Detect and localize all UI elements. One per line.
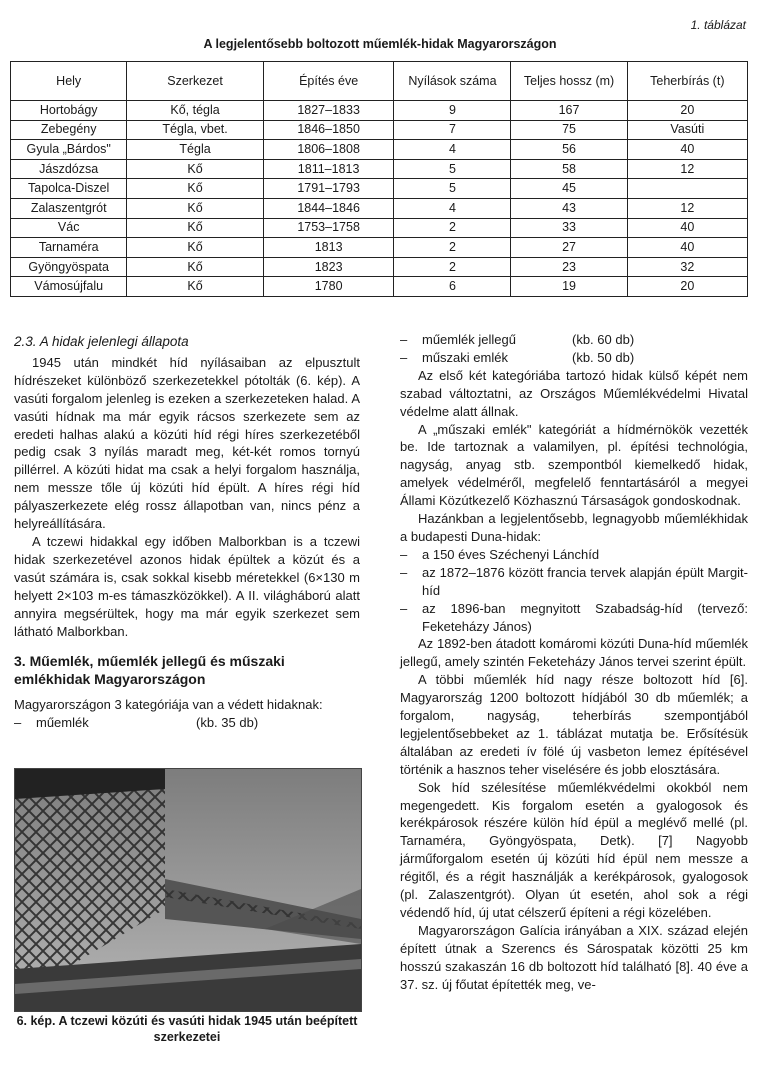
table-cell: Kő: [127, 198, 263, 218]
list-item: [400, 600, 748, 636]
left-column: [14, 333, 360, 732]
list-item-text: a 150 éves Széchenyi Lánchíd: [422, 546, 600, 562]
table-row: [11, 159, 748, 179]
table-row: [11, 198, 748, 218]
table-cell: 58: [511, 159, 627, 179]
table-cell: 7: [394, 120, 511, 140]
table-cell: 75: [511, 120, 627, 140]
table-cell: Kő: [127, 257, 263, 277]
paragraph: A többi műemlék híd nagy része boltozott híd [6]. Magyarország 1200 boltozott hídjából 30 db műemlék; a forgalom, nagyság, teherbírás szempontjából legjelentősebbeket az 1. táblázat mutatja be. Erősítésük általában az eredeti ív fölé új vasbeton lemez építésével történik a hasznos teher viselésére és jobb elosztására.: [400, 672, 748, 777]
table-cell: 6: [394, 277, 511, 297]
table-cell: Gyöngyöspata: [11, 257, 127, 277]
paragraph: Az 1892-ben átadott komáromi közúti Duna-híd műemlék jellegű, amely szintén Feketeházy János tervei szerint épült.: [400, 636, 748, 670]
list-item: [400, 546, 748, 564]
table-cell: 4: [394, 140, 511, 160]
paragraph: Magyarországon 3 kategóriája van a védett hidaknak:: [14, 697, 323, 713]
table-cell: Jászdózsa: [11, 159, 127, 179]
table-row: [11, 218, 748, 238]
table-row: [11, 277, 748, 297]
table-cell: 12: [627, 198, 747, 218]
table-cell: [627, 179, 747, 199]
category-count: (kb. 35 db): [196, 715, 259, 731]
table-cell: 33: [511, 218, 627, 238]
table-cell: Tégla: [127, 140, 263, 160]
table-cell: 19: [511, 277, 627, 297]
dash: –: [14, 715, 22, 731]
category-item: [400, 349, 748, 367]
table-cell: Kő: [127, 238, 263, 258]
table-cell: 23: [511, 257, 627, 277]
header-cell: Építés éve: [263, 62, 394, 101]
bridges-table: [10, 61, 748, 297]
section-2-3-title: 2.3. A hidak jelenlegi állapota: [14, 334, 189, 349]
category-item: [14, 714, 360, 732]
dash: –: [400, 600, 408, 616]
table-cell: 1780: [263, 277, 394, 297]
table-cell: 1753–1758: [263, 218, 394, 238]
paragraph: Hazánkban a legjelentősebb, legnagyobb műemlékhidak a budapesti Duna-hidak:: [400, 511, 748, 544]
table-cell: 56: [511, 140, 627, 160]
table-cell: Vasúti: [627, 120, 747, 140]
table-cell: 1823: [263, 257, 394, 277]
paragraph: Magyarországon Galícia irányában a XIX. század elején épített útnak a Szerencs és Sárospatak közötti 25 km hosszú szakaszán 16 db boltozott híd található [8]. 40 éve a 37. sz. új főutat építették meg, ve-: [400, 922, 748, 992]
table-row: [11, 120, 748, 140]
dash: –: [400, 332, 408, 347]
table-cell: Tapolca-Diszel: [11, 179, 127, 199]
bridge-photo-image: [15, 769, 361, 1011]
list-item: [400, 564, 748, 600]
header-cell: Szerkezet: [127, 62, 263, 101]
category-name: műszaki emlék: [422, 349, 508, 365]
table-cell: 43: [511, 198, 627, 218]
table-label: 1. táblázat: [690, 18, 746, 32]
table-cell: Tégla, vbet.: [127, 120, 263, 140]
table-cell: 5: [394, 159, 511, 179]
category-name: műemlék jellegű: [422, 332, 516, 347]
table-cell: 2: [394, 257, 511, 277]
table-title: A legjelentősebb boltozott műemlék-hidak Magyarországon: [203, 37, 557, 51]
category-count: (kb. 60 db): [572, 332, 635, 347]
table-cell: 1806–1808: [263, 140, 394, 160]
table-row: [11, 257, 748, 277]
category-count: (kb. 50 db): [572, 349, 635, 365]
table-cell: 40: [627, 238, 747, 258]
header-cell: Teljes hossz (m): [511, 62, 627, 101]
table-cell: Kő: [127, 179, 263, 199]
table-cell: 167: [511, 101, 627, 121]
bridge-photo: [14, 768, 362, 1012]
table-cell: 1791–1793: [263, 179, 394, 199]
table-header-row: [11, 62, 748, 101]
table-row: [11, 140, 748, 160]
table-cell: 1844–1846: [263, 198, 394, 218]
paragraph: Az első két kategóriába tartozó hidak külső képét nem szabad változtatni, az Országos Műemlékvédelmi Hivatal védelme alatt állnak.: [400, 367, 748, 419]
table-cell: 20: [627, 101, 747, 121]
table-cell: 40: [627, 218, 747, 238]
table-cell: 12: [627, 159, 747, 179]
category-item: [400, 331, 748, 349]
header-cell: Teherbírás (t): [627, 62, 747, 101]
paragraph: A tczewi hidakkal egy időben Malborkban is a tczewi hidak szerkezetével azonos hidak épültek a közút és a vasút számára is, csak sokkal kisebb méretekkel (6×130 m helyett 2×103 m-es támaszközökkel). A II. világháború alatt annyira megsérültek, hogy ma már egyik szerkezet sem látható Malborkban.: [14, 533, 360, 639]
list-item-text: az 1872–1876 között francia tervek alapján épült Margit-híd: [422, 564, 748, 598]
paragraph: 1945 után mindkét híd nyílásaiban az elpusztult hídrészeket különböző szerkezetekkel pótolták (6. kép). A vasúti forgalom jelenleg is ezeken a szerkezeteken halad. A vasúti hídnak ma már egyik rácsos szerkezete sem az eredeti halhas alakú a közúti híd régi híres szerkezetéből pedig csak 3 nyílás maradt meg, két-két romos tornyú pillérrel. A közúti hidat ma csak a helyi forgalom használja, nem messze tőle új közúti híd épült. A híres régi híd pályaszerkezete elég rossz állapotban van, nincs pénz a helyreállítására.: [14, 354, 360, 532]
table-row: [11, 101, 748, 121]
table-cell: 45: [511, 179, 627, 199]
list-item-text: az 1896-ban megnyitott Szabadság-híd (tervező: Feketeházy János): [422, 600, 748, 634]
header-cell: Nyílások száma: [394, 62, 511, 101]
table-cell: 9: [394, 101, 511, 121]
table-cell: 1813: [263, 238, 394, 258]
table-cell: 32: [627, 257, 747, 277]
dash: –: [400, 349, 408, 365]
table-row: [11, 179, 748, 199]
table-cell: 4: [394, 198, 511, 218]
table-cell: Hortobágy: [11, 101, 127, 121]
table-cell: 5: [394, 179, 511, 199]
table-cell: 20: [627, 277, 747, 297]
right-column: [400, 331, 748, 994]
table-cell: Zebegény: [11, 120, 127, 140]
table-cell: Zalaszentgrót: [11, 198, 127, 218]
dash: –: [400, 546, 408, 562]
table-cell: Kő, tégla: [127, 101, 263, 121]
table-cell: Vámosújfalu: [11, 277, 127, 297]
table-cell: 2: [394, 238, 511, 258]
table-cell: Tarnaméra: [11, 238, 127, 258]
paragraph: A „műszaki emlék" kategóriát a hídmérnökök vezették be. Ide tartoznak a valamilyen, pl. építési technológia, nagyság, anyag stb. szempontból kiemelkedő hidak, amelyek védelméről, megfelelő fenntartásáról a megyei Állami Közútkezelő Közhasznú Társaságok gondoskodnak.: [400, 421, 748, 509]
category-name: műemlék: [36, 715, 89, 731]
table-cell: Vác: [11, 218, 127, 238]
table-cell: 40: [627, 140, 747, 160]
header-cell: Hely: [11, 62, 127, 101]
table-row: [11, 238, 748, 258]
table-cell: 1811–1813: [263, 159, 394, 179]
table-cell: Gyula „Bárdos": [11, 140, 127, 160]
table-cell: 1827–1833: [263, 101, 394, 121]
table-cell: 1846–1850: [263, 120, 394, 140]
table-cell: Kő: [127, 159, 263, 179]
photo-caption: 6. kép. A tczewi közúti és vasúti hidak 1945 után beépített szerkezetei: [16, 1014, 358, 1044]
paragraph: Sok híd szélesítése műemlékvédelmi okokból nem megengedett. Kis forgalom esetén a gyalogosok és kerékpárosok részére külön híd épül a meglévő mellé (pl. Tarnaméra, Gyöngyöspata, Detk). [7] Nagyobb járműforgalom esetén új közúti híd épül nem messze a régitől, és a régit használják a kerékpárosok, gyalogosok (pl. Zalaszentgrót). Olyan út esetén, ahol sok a régi védendő híd, új utat célszerű építeni a régi közelében.: [400, 779, 748, 920]
section-3-title: 3. Műemlék, műemlék jellegű és műszaki emlékhidak Magyarországon: [14, 653, 285, 688]
table-body: [11, 101, 748, 297]
table-cell: 27: [511, 238, 627, 258]
table-cell: Kő: [127, 218, 263, 238]
dash: –: [400, 564, 408, 580]
table-cell: 2: [394, 218, 511, 238]
table-cell: Kő: [127, 277, 263, 297]
